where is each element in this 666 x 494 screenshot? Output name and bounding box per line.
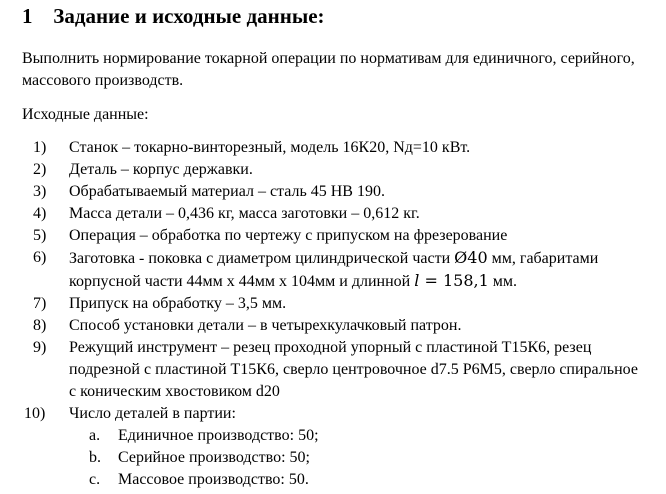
sublist-item xyxy=(0,469,666,491)
section-heading xyxy=(22,4,325,29)
list-item-number: 4) xyxy=(33,205,47,222)
list-item xyxy=(0,159,649,181)
list-item-text: Деталь – корпус державки. xyxy=(69,161,253,178)
source-data-list xyxy=(0,137,666,491)
list-item-number: 3) xyxy=(33,183,47,200)
section-title: Задание и исходные данные: xyxy=(53,4,325,28)
list-item-text: Операция – обработка по чертежу с припуском на фрезерование xyxy=(69,227,508,244)
sublist-item xyxy=(0,447,666,469)
sublist-item-text: Серийное производство: 50; xyxy=(118,449,310,466)
sublist-item-text: Единичное производство: 50; xyxy=(118,427,319,444)
list-item xyxy=(0,225,649,247)
length-formula xyxy=(414,271,489,290)
sublist-item-text: Массовое производство: 50. xyxy=(118,471,309,488)
length-variable: l xyxy=(414,271,420,290)
list-item xyxy=(0,181,649,203)
list-item-number: 7) xyxy=(33,295,47,312)
section-number: 1 xyxy=(22,4,33,28)
list-item xyxy=(0,337,649,403)
list-item-text: Масса детали – 0,436 кг, масса заготовки – 0,612 кг. xyxy=(69,205,420,222)
list-item-text: Припуск на обработку – 3,5 мм. xyxy=(69,295,287,312)
list-item-number: 5) xyxy=(33,227,47,244)
sublist-item xyxy=(0,425,666,447)
list-item-text: мм. xyxy=(488,273,518,290)
list-item-text: Способ установки детали – в четырехкулачковый патрон. xyxy=(69,317,462,334)
list-item-text: Число деталей в партии: xyxy=(69,405,236,422)
list-item-number: 10) xyxy=(24,405,46,422)
list-item-text: Заготовка - поковка с диаметром цилиндрической части xyxy=(69,250,455,267)
diameter-value: Ø40 xyxy=(454,248,488,267)
list-item-number: 6) xyxy=(33,249,47,266)
list-item xyxy=(0,203,649,225)
length-value: = 158,1 xyxy=(419,271,489,290)
list-item xyxy=(0,247,649,293)
list-item xyxy=(0,293,649,315)
list-item-number: 9) xyxy=(33,339,47,356)
list-item-number: 8) xyxy=(33,317,47,334)
list-item xyxy=(0,315,649,337)
list-item-text: Обрабатываемый материал – сталь 45 НВ 190. xyxy=(69,183,385,200)
list-item xyxy=(0,137,649,159)
list-item-number: 2) xyxy=(33,161,47,178)
sublist-item-letter: b. xyxy=(89,449,101,466)
sublist-item-letter: c. xyxy=(89,471,101,488)
list-item-text: мм, габаритами корпусной части 44мм х 44мм х 104мм и длинной xyxy=(69,250,599,290)
source-data-label: Исходные данные: xyxy=(22,106,149,123)
list-item-text: Станок – токарно-винторезный, модель 16К20, Nд=10 кВт. xyxy=(69,139,471,156)
list-item-text: Режущий инструмент – резец проходной упорный с пластиной Т15К6, резец подрезной с пластиной Т15К6, сверло центровочное d7.5 Р6М5, сверло спиральное с коническим хвостовиком d20 xyxy=(69,339,638,400)
intro-paragraph: Выполнить нормирование токарной операции по нормативам для единичного, серийного, массового производств. xyxy=(22,50,635,89)
list-item xyxy=(0,403,649,425)
sublist-item-letter: a. xyxy=(89,427,101,444)
list-item-number: 1) xyxy=(33,139,47,156)
